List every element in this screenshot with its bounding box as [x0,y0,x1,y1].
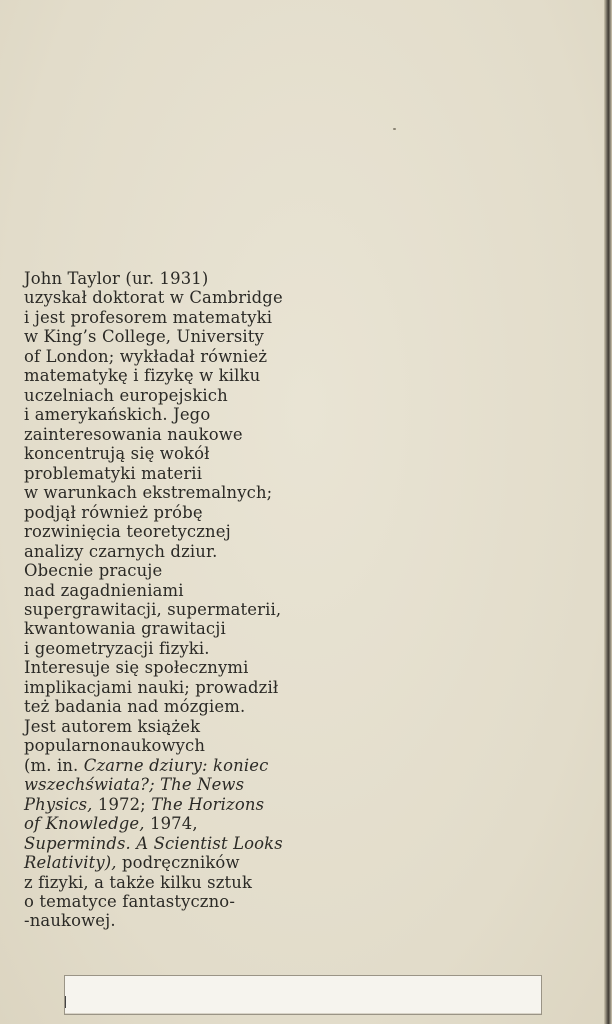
page-edge-shadow [604,0,612,1024]
bio-line: podjął również próbę [24,502,203,522]
book-title: Czarne dziury: koniec [83,755,269,775]
bio-line: analizy czarnych dziur. [24,541,218,561]
book-title: Relativity), [24,853,117,873]
bio-line: rozwinięcia teoretycznej [24,522,231,542]
bio-line: kwantowania grawitacji [24,619,226,639]
books-text: (m. in. [24,755,84,775]
bio-line: też badania nad mózgiem. [24,697,246,717]
author-biography [24,269,584,931]
bio-line: supergrawitacji, supermaterii, [24,599,282,619]
book-title: Superminds. A Scientist Looks [24,833,283,853]
bio-line: of London; wykładał również [24,346,268,366]
books-line [24,795,584,814]
bio-line: popularnonaukowych [24,736,206,756]
books-line [24,756,584,775]
bio-line: i jest profesorem matematyki [24,307,273,327]
bio-line: o tematyce fantastyczno- [24,892,236,911]
books-line [24,814,584,833]
paper-speck [393,128,396,130]
pasted-paper-strip [64,975,542,1015]
bio-line: implikacjami nauki; prowadził [24,677,279,697]
bio-line: matematykę i fizykę w kilku [24,366,261,386]
bio-line: -naukowej. [24,911,116,931]
books-text: 1972; [92,794,152,814]
bio-line: uczelniach europejskich [24,385,228,405]
books-line [24,834,584,853]
bio-line: John Taylor (ur. 1931) [24,269,209,288]
bio-line: Obecnie pracuje [24,561,163,581]
bio-line: nad zagadnieniami [24,580,184,600]
bio-line: i geometryzacji fizyki. [24,638,210,658]
bio-line: w warunkach ekstremalnych; [24,483,273,503]
bio-line: koncentrują się wokół [24,444,210,464]
books-text: 1974, [144,814,198,834]
books-text: podręczników [116,853,240,873]
bio-line: uzyskał doktorat w Cambridge [24,288,283,308]
book-title: wszechświata?; The News [24,775,245,795]
bio-line: zainteresowania naukowe [24,424,243,444]
book-title: The Horizons [151,794,265,814]
bio-line: z fizyki, a także kilku sztuk [24,872,253,892]
bio-line: Jest autorem książek [24,716,201,736]
bio-line: problematyki materii [24,463,203,483]
books-line [24,853,584,872]
bio-line: i amerykańskich. Jego [24,405,211,425]
bio-line: w King’s College, University [24,327,264,347]
book-title: Physics, [24,794,93,814]
book-title: of Knowledge, [24,814,145,834]
books-line [24,775,584,794]
bio-line: Interesuje się społecznymi [24,658,249,678]
